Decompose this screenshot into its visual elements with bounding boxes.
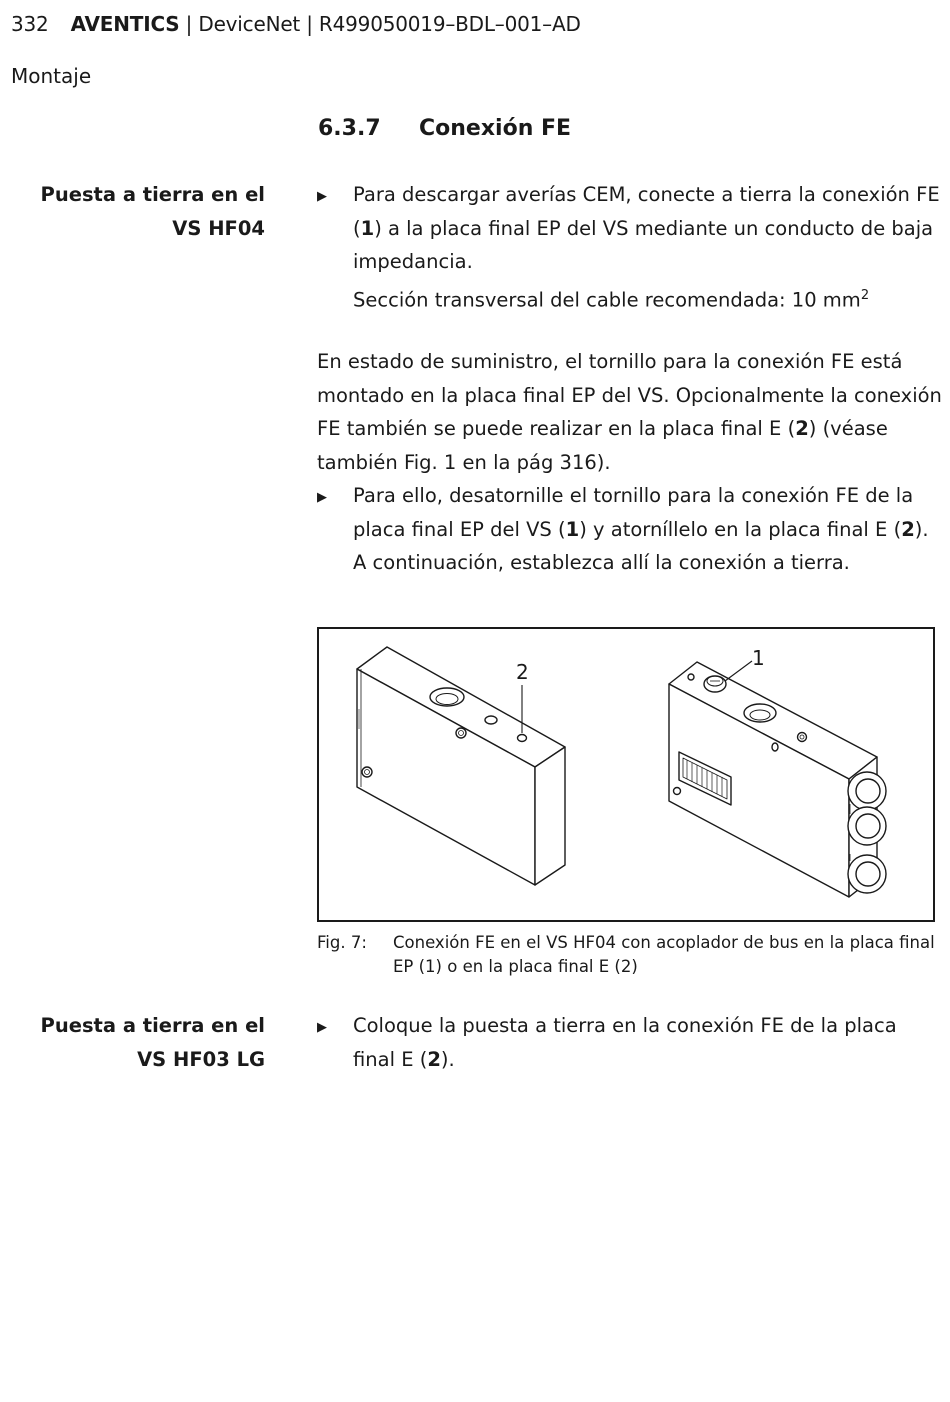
section-number: 6.3.7: [318, 116, 381, 141]
bullet2-text-b: ) y atorníllelo en la placa final E (: [579, 517, 902, 541]
bullet2-ref2: 2: [901, 517, 915, 541]
bullet2-text-a: Para ello, desatornille el tornillo para la conexión FE de la placa final EP del VS (: [353, 484, 914, 541]
document-title: | DeviceNet | R499050019–BDL–001–AD: [179, 12, 581, 36]
section-heading: [318, 116, 571, 141]
bullet3-ref: 2: [427, 1047, 441, 1071]
bullet1-text-b: ) a la placa final EP del VS mediante un conducto de baja impedancia.: [353, 216, 934, 273]
paragraph-text-b: ) (véase también Fig. 1 en la pág 316).: [317, 417, 888, 474]
instruction-grounding-hf03: [317, 1009, 942, 1076]
bullet2-ref1: 1: [565, 517, 580, 541]
page-number: 332: [11, 12, 49, 36]
bullet1-ref: 1: [360, 216, 375, 240]
side-label-hf04-line1: Puesta a tierra en el: [40, 183, 265, 206]
page-header: [11, 12, 581, 36]
caption-label: Fig. 7:: [317, 933, 367, 952]
bullet3-text-a: Coloque la puesta a tierra en la conexión FE de la placa final E (: [353, 1014, 897, 1071]
bullet1-text-a: Para descargar averías CEM, conecte a tierra la conexión FE (: [353, 183, 940, 240]
bullet2-text-c: ). A continuación, establezca allí la conexión a tierra.: [353, 517, 929, 574]
figure-caption: [317, 931, 942, 979]
chapter-title: Montaje: [11, 64, 92, 88]
body-paragraph: [317, 345, 942, 479]
brand-name: AVENTICS: [70, 12, 180, 36]
side-label-hf04-line2: VS HF04: [172, 217, 265, 240]
callout-1: 1: [752, 646, 765, 670]
side-label-hf03-line2: VS HF03 LG: [137, 1048, 265, 1071]
bullet-arrow-icon: ▶: [317, 189, 327, 204]
callout-2: 2: [516, 660, 529, 684]
bullet1-superscript: 2: [860, 287, 870, 303]
bullet-arrow-icon: ▶: [317, 1020, 327, 1035]
paragraph-text-a: En estado de suministro, el tornillo para la conexión FE está montado en la placa final EP del VS. Opcionalmente la conexión FE también se puede realizar en la placa final E (: [317, 350, 942, 440]
side-label-hf03: [5, 1009, 265, 1077]
bullet3-text-b: ).: [440, 1047, 455, 1071]
bullet-arrow-icon: ▶: [317, 490, 327, 505]
instruction-grounding-hf04: [317, 178, 942, 317]
section-title: Conexión FE: [419, 116, 572, 141]
side-label-hf04: [5, 178, 265, 246]
figure-fe-connection: [317, 627, 935, 922]
end-plates-illustration: [319, 629, 933, 920]
instruction-move-screw: [317, 479, 942, 580]
side-label-hf03-line1: Puesta a tierra en el: [40, 1014, 265, 1037]
paragraph-ref: 2: [795, 417, 809, 440]
end-plate-ep-drawing: [669, 661, 886, 897]
bullet1-cable-section: Sección transversal del cable recomendada: 10 mm: [353, 288, 861, 311]
end-plate-e-drawing: [357, 647, 565, 885]
caption-text: Conexión FE en el VS HF04 con acoplador de bus en la placa final EP (1) o en la placa final E (2): [393, 933, 935, 976]
